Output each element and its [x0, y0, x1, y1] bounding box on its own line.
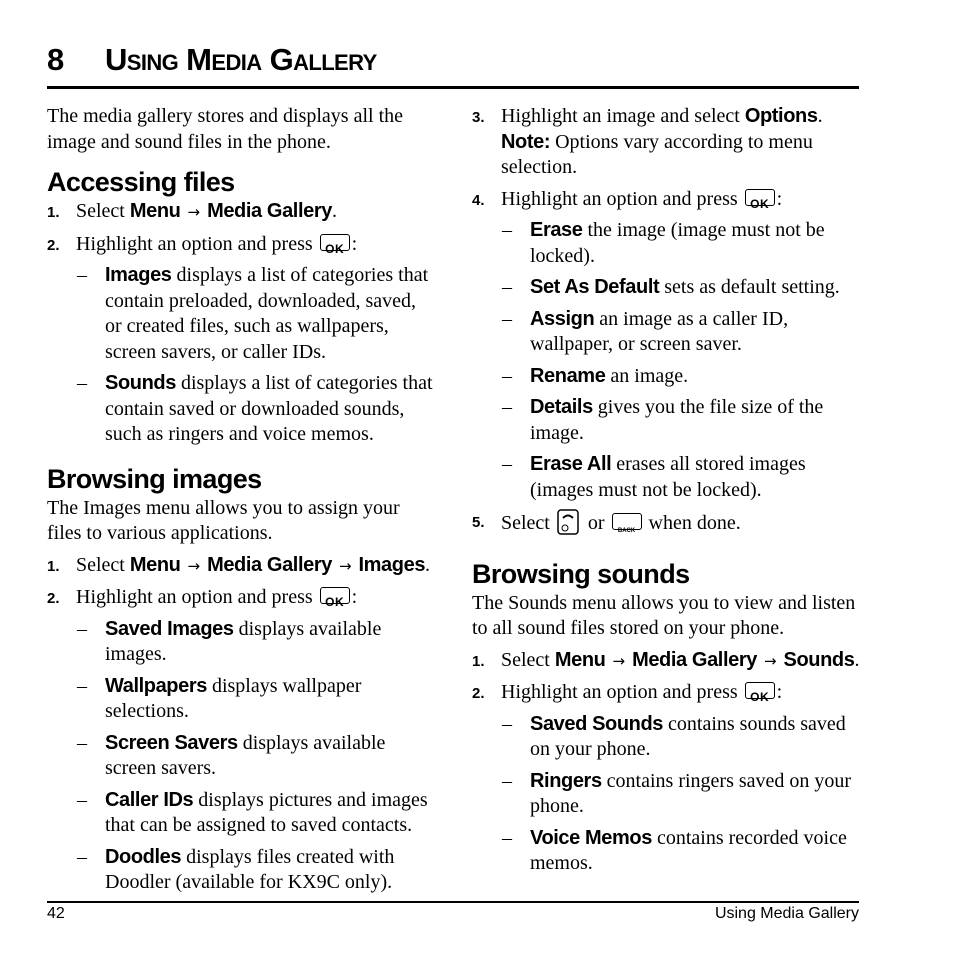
chapter-title: Using Media Gallery: [105, 42, 377, 77]
images-step-4: [472, 187, 862, 213]
option-term: Details: [530, 396, 593, 418]
browsing-images-intro: The Images menu allows you to assign your files to various applications.: [47, 496, 400, 544]
option-set-as-default: [472, 275, 862, 301]
bullet-dash: –: [502, 276, 512, 298]
left-column: [47, 104, 437, 902]
accessing-bullet-images: [47, 263, 437, 365]
option-erase-all: [472, 452, 862, 503]
sounds-step-1: [472, 648, 862, 675]
bullet-text: contains sounds saved on your phone.: [530, 712, 846, 760]
option-term: Rename: [530, 364, 606, 387]
ok-key-icon: [745, 682, 775, 704]
bullet-text: displays pictures and images that can be assigned to saved contacts.: [105, 788, 428, 836]
browsing-sounds-heading: Browsing sounds: [472, 558, 690, 589]
bullet-dash: –: [77, 674, 87, 697]
option-details: [472, 395, 862, 446]
menu-item-label: Media Gallery: [207, 200, 332, 222]
option-text: an image as a caller ID, wallpaper, or screen saver.: [530, 307, 789, 355]
step-number: 3.: [472, 109, 485, 126]
step-text: Highlight an image and select: [501, 105, 745, 127]
bullet-dash: –: [77, 731, 87, 754]
step-text: Highlight an option and press: [501, 681, 743, 703]
chapter-header: [47, 38, 859, 89]
step-number: 4.: [472, 191, 485, 209]
step-text-end: :: [351, 586, 358, 608]
step-text-end: when done.: [643, 512, 741, 534]
accessing-step-1: [47, 199, 437, 226]
bullet-term: Images: [105, 264, 172, 286]
accessing-files-heading: Accessing files: [47, 167, 235, 197]
images-step-1: [47, 553, 437, 580]
step-text-end: .: [817, 105, 823, 127]
bullet-term: Caller IDs: [105, 788, 194, 811]
option-term: Erase: [530, 219, 583, 241]
images-bullet-caller-ids: [47, 788, 437, 839]
note-label: Note:: [501, 130, 551, 153]
ok-key-label: OK: [750, 690, 770, 704]
bullet-term: Voice Memos: [530, 826, 652, 849]
step-number: 1.: [47, 204, 60, 221]
step-text-end: .: [331, 200, 337, 222]
bullet-dash: –: [77, 617, 87, 640]
images-note: [472, 130, 862, 181]
bullet-dash: –: [502, 219, 512, 241]
step-number: 2.: [47, 236, 60, 254]
step-text: Select: [76, 553, 130, 576]
bullet-term: Saved Sounds: [530, 712, 664, 735]
bullet-dash: –: [502, 364, 512, 387]
step-number: 2.: [472, 685, 485, 702]
ok-key-label: OK: [750, 196, 770, 211]
bullet-text: displays wallpaper selections.: [105, 674, 362, 722]
bullet-term: Wallpapers: [105, 674, 207, 697]
back-key-icon: [612, 513, 642, 534]
intro-paragraph: The media gallery stores and displays all the image and sound files in the phone.: [47, 105, 404, 153]
ok-key-icon: [320, 587, 350, 609]
bullet-text: displays files created with Doodler (available for KX9C only).: [105, 845, 395, 893]
page-footer: [47, 901, 859, 933]
sounds-bullet-voice-memos: [472, 826, 862, 877]
menu-label: Menu: [129, 553, 181, 576]
bullet-text: displays available images.: [105, 617, 382, 665]
arrow-icon: →: [187, 203, 201, 221]
menu-item-label: Sounds: [783, 648, 855, 671]
bullet-term: Ringers: [530, 769, 602, 792]
menu-label: Menu: [554, 648, 606, 671]
images-bullet-saved-images: [47, 617, 437, 668]
bullet-term: Sounds: [105, 372, 176, 394]
step-text-end: :: [776, 187, 783, 210]
step-text-end: .: [854, 648, 860, 671]
back-key-label: BACK: [617, 528, 636, 534]
ok-key-icon: [745, 189, 775, 211]
bullet-dash: –: [77, 372, 87, 394]
bullet-dash: –: [77, 788, 87, 811]
option-text: the image (image must not be locked).: [530, 219, 825, 267]
ok-key-icon: [320, 234, 350, 256]
bullet-dash: –: [502, 307, 512, 330]
images-bullet-wallpapers: [47, 674, 437, 725]
step-text: Highlight an option and press: [76, 232, 318, 255]
step-text: Highlight an option and press: [501, 187, 743, 210]
menu-label: Menu: [129, 200, 181, 222]
bullet-dash: –: [502, 453, 512, 475]
sounds-step-2: [472, 680, 862, 706]
step-text: Select: [76, 200, 130, 222]
options-label: Options: [744, 105, 818, 127]
step-number: 1.: [472, 652, 485, 670]
arrow-icon: →: [338, 556, 352, 575]
chapter-number: 8: [47, 42, 64, 77]
bullet-text: displays a list of categories that contain preloaded, downloaded, saved, or created files, such as wallpapers, screen savers, or caller IDs.: [105, 264, 429, 363]
step-number: 2.: [47, 590, 60, 607]
page-number: 42: [47, 905, 65, 922]
option-term: Assign: [530, 307, 595, 330]
step-text-end: :: [351, 232, 358, 255]
bullet-text: displays available screen savers.: [105, 731, 386, 779]
ok-key-label: OK: [325, 241, 345, 256]
accessing-bullet-sounds: [47, 371, 437, 448]
bullet-text: displays a list of categories that contain saved or downloaded sounds, such as ringers and voice memos.: [105, 372, 433, 445]
menu-item-label: Media Gallery: [207, 553, 332, 576]
option-text: an image.: [605, 364, 689, 387]
images-step-2: [47, 585, 437, 611]
bullet-dash: –: [502, 396, 512, 418]
step-number: 5.: [472, 514, 485, 531]
arrow-icon: →: [763, 651, 777, 670]
note-text: Options vary according to menu selection.: [501, 130, 813, 178]
option-rename: [472, 364, 862, 390]
sounds-bullet-saved-sounds: [472, 712, 862, 763]
bullet-dash: –: [502, 769, 512, 792]
images-step-5: [472, 509, 862, 543]
bullet-term: Screen Savers: [105, 731, 238, 754]
option-assign: [472, 307, 862, 358]
step-number: 1.: [47, 557, 60, 575]
bullet-term: Saved Images: [105, 617, 234, 640]
step-text-end: .: [425, 553, 431, 576]
bullet-dash: –: [77, 264, 87, 286]
right-column: [472, 104, 862, 883]
step-text: Highlight an option and press: [76, 586, 318, 608]
ok-key-label: OK: [325, 595, 345, 609]
option-term: Erase All: [530, 453, 612, 475]
option-text: gives you the file size of the image.: [530, 396, 824, 444]
bullet-dash: –: [502, 712, 512, 735]
option-text: erases all stored images (images must not be locked).: [530, 453, 806, 501]
browsing-sounds-intro: The Sounds menu allows you to view and listen to all sound files stored on your phone.: [472, 591, 856, 639]
step-text: Select: [501, 648, 555, 671]
images-bullet-doodles: [47, 845, 437, 896]
step-text: Select: [501, 512, 555, 534]
menu-item-label: Media Gallery: [632, 648, 757, 671]
images-bullet-screen-savers: [47, 731, 437, 782]
accessing-step-2: [47, 232, 437, 258]
step-text-mid: or: [582, 512, 610, 534]
option-erase: [472, 218, 862, 269]
end-key-icon: [557, 509, 579, 543]
browsing-images-heading: Browsing images: [47, 463, 262, 494]
sounds-bullet-ringers: [472, 769, 862, 820]
step-text-end: :: [776, 681, 783, 703]
bullet-text: contains recorded voice memos.: [530, 826, 847, 874]
bullet-dash: –: [77, 845, 87, 868]
bullet-dash: –: [502, 826, 512, 849]
option-term: Set As Default: [530, 276, 660, 298]
footer-title: Using Media Gallery: [714, 905, 859, 922]
arrow-icon: →: [187, 556, 201, 575]
bullet-text: contains ringers saved on your phone.: [530, 769, 852, 817]
images-step-3: [472, 104, 862, 130]
arrow-icon: →: [612, 651, 626, 670]
bullet-term: Doodles: [105, 845, 182, 868]
menu-item-label: Images: [358, 553, 426, 576]
option-text: sets as default setting.: [659, 276, 840, 298]
